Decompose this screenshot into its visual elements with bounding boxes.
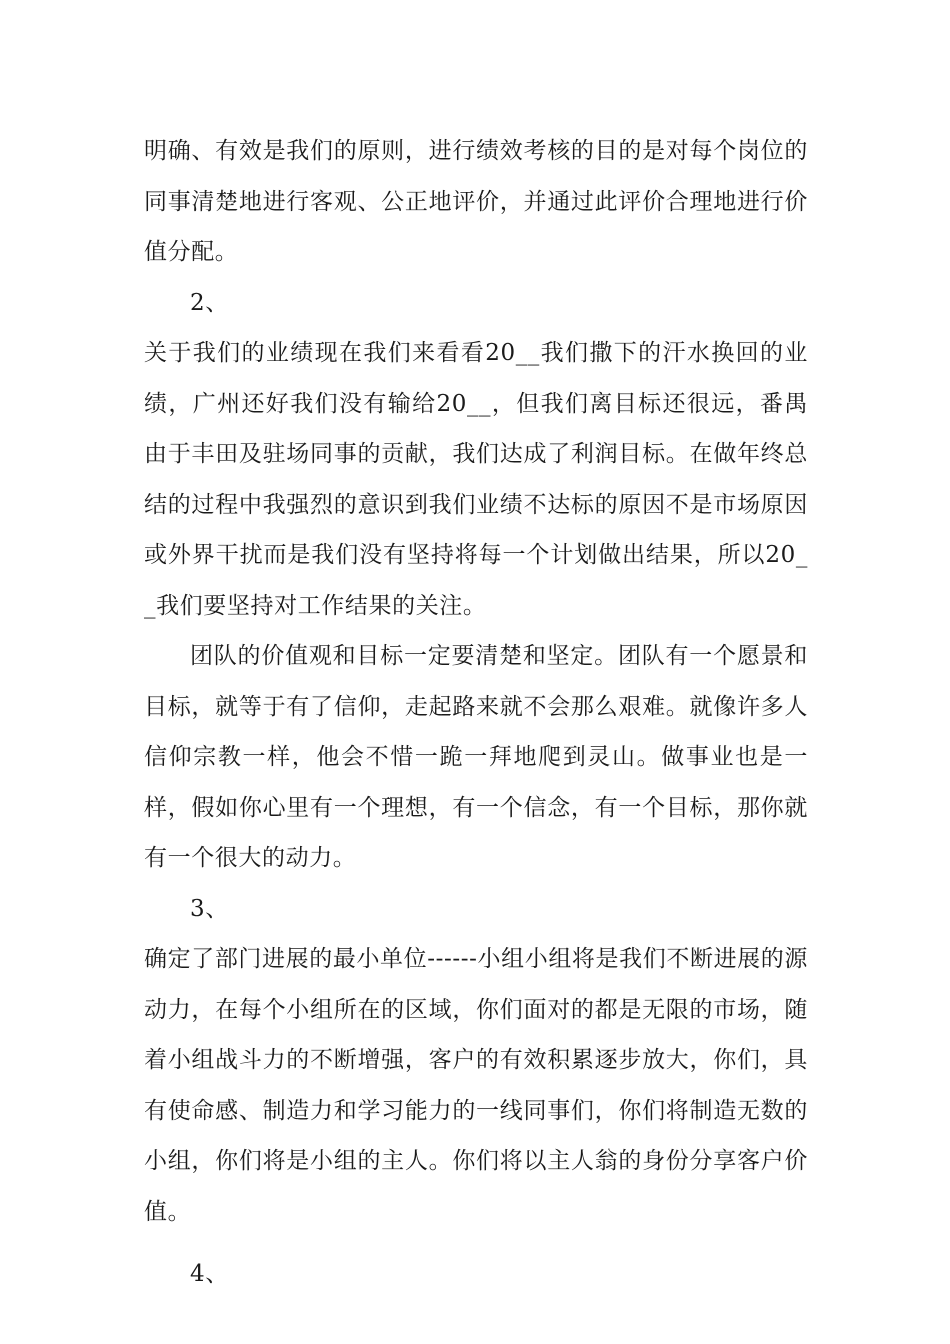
section-number-4: 4、 bbox=[190, 1261, 229, 1287]
paragraph-smallest-unit: 确定了部门进展的最小单位------小组小组将是我们不断进展的源动力，在每个小组所在的区域，你们面对的都是无限的市场，随着小组战斗力的不断增强，客户的有效积累逐步放大，你们，具有使命感、制造力和学习能力的一线同事们，你们将制造无数的小组，你们将是小组的主人。你们将以主人翁的身份分享客户价值。 bbox=[144, 946, 808, 1225]
paragraph-performance: 关于我们的业绩现在我们来看看20__我们撒下的汗水换回的业绩，广州还好我们没有输给20__，但我们离目标还很远，番禺由于丰田及驻场同事的贡献，我们达成了利润目标。在做年终总结的过程中我强烈的意识到我们业绩不达标的原因不是市场原因或外界干扰而是我们没有坚持将每一个计划做出结果，所以20__我们要坚持对工作结果的关注。 bbox=[144, 340, 808, 619]
section-number-3: 3、 bbox=[190, 895, 229, 922]
paragraph-principles: 明确、有效是我们的原则，进行绩效考核的目的是对每个岗位的同事清楚地进行客观、公正地评价，并通过此评价合理地进行价值分配。 bbox=[144, 138, 808, 265]
document-body bbox=[144, 126, 808, 1300]
section-number-2: 2、 bbox=[190, 289, 229, 316]
paragraph-team-values: 团队的价值观和目标一定要清楚和坚定。团队有一个愿景和目标，就等于有了信仰，走起路来就不会那么艰难。就像许多人信仰宗教一样，他会不惜一跪一拜地爬到灵山。做事业也是一样，假如你心里有一个理想，有一个信念，有一个目标，那你就有一个很大的动力。 bbox=[144, 643, 808, 871]
